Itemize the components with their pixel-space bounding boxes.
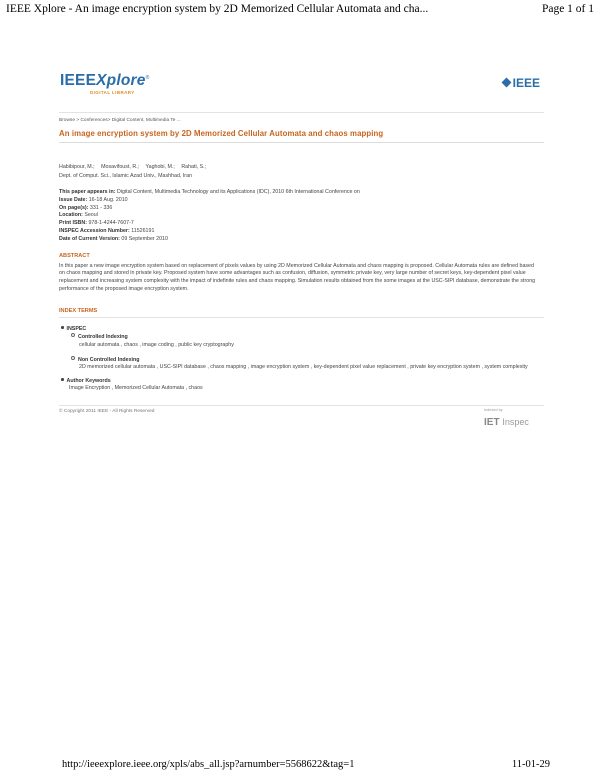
meta-current-version: Date of Current Version: 09 September 2010 — [59, 235, 168, 242]
author-link[interactable]: Rahati, S.; — [181, 164, 207, 170]
page-title: An image encryption system by 2D Memorized Cellular Automata and chaos mapping — [59, 129, 544, 143]
publication-meta — [59, 189, 544, 244]
bullet-icon — [61, 378, 64, 381]
circle-bullet-icon — [71, 356, 75, 360]
digital-library-label: DIGITAL LIBRARY — [90, 90, 135, 95]
author-list — [59, 164, 544, 170]
ieee-xplore-logo[interactable] — [60, 72, 150, 95]
meta-inspec: INSPEC Accession Number: 11526191 — [59, 227, 155, 234]
meta-issue-date: Issue Date: 16-18 Aug. 2010 — [59, 196, 128, 203]
noncontrolled-indexing-label: Non Controlled Indexing — [59, 356, 544, 365]
abstract-heading: ABSTRACT — [59, 252, 90, 259]
bullet-icon — [61, 326, 64, 329]
index-terms-heading: INDEX TERMS — [59, 308, 544, 318]
iet-inspec-logo — [484, 408, 544, 430]
meta-location: Location: Seoul — [59, 212, 98, 219]
xplore-logo-reg: ® — [145, 74, 150, 81]
meta-pages: On page(s): 331 - 336 — [59, 204, 113, 211]
controlled-indexing-label: Controlled Indexing — [59, 333, 544, 342]
ieee-logo[interactable] — [503, 76, 540, 90]
page-content — [59, 70, 544, 431]
print-footer-date: 11-01-29 — [511, 759, 550, 770]
inspec-mark: Inspec — [502, 416, 529, 427]
print-header-title: IEEE Xplore - An image encryption system by 2D Memorized Cellular Automata and cha... — [6, 3, 429, 15]
index-terms — [59, 326, 544, 393]
affiliation: Dept. of Comput. Sci., Islamic Azad Univ., Mashhad, Iran — [59, 173, 192, 179]
xplore-logo-ieee: IEEE — [60, 72, 97, 89]
print-header-page: Page 1 of 1 — [541, 3, 594, 15]
print-footer-url: http://ieeexplore.ieee.org/xpls/abs_all.jsp?arnumber=5568622&tag=1 — [62, 759, 355, 770]
author-link[interactable]: Yaghobi, M.; — [145, 164, 175, 170]
controlled-terms[interactable]: cellular automata , chaos , image coding , public key cryptography — [79, 341, 234, 348]
xplore-logo-word: Xplore — [96, 72, 146, 89]
ieee-diamond-icon — [501, 78, 511, 88]
copyright-row — [59, 405, 544, 431]
author-link[interactable]: Habibipour, M.; — [59, 164, 95, 170]
copyright-text: © Copyright 2011 IEEE - All Rights Reserved — [59, 408, 155, 414]
print-footer — [62, 759, 550, 773]
conference-link[interactable]: Digital Content, Multimedia Technology and its Applications (IDC), 2010 6th International Conference on — [115, 189, 360, 195]
logo-row — [59, 70, 544, 100]
ieee-logo-text: IEEE — [512, 76, 540, 90]
meta-isbn: Print ISBN: 978-1-4244-7607-7 — [59, 220, 134, 227]
print-header — [6, 3, 594, 19]
author-link[interactable]: Mosavifoust, R.; — [101, 164, 140, 170]
abstract-text: In this paper a new image encryption system based on replacement of pixels values by using 2D Memorized Cellular Automata and chaos mapping is proposed. Cellular Automata rules are defined based on chaos mapping and stored in private key. Proposed system have some advantages such as confusion, diffusion, symmetric private key, very large number of secret keys, key-dependent pixel value replacement and increasing system complexity with the impact of indefinite rules and chaos mapping. Simulation results obtained from the some images at the USC-SIPI database, demonstrate the strong performance of the proposed image encryption system. — [59, 262, 536, 292]
iet-mark: IET — [484, 416, 500, 428]
inspec-group: INSPEC — [59, 326, 544, 334]
meta-appears-in: This paper appears in: Digital Content, Multimedia Technology and its Applications (IDC), 2010 6th International Conference on — [59, 189, 360, 195]
author-keywords[interactable]: Image Encryption , Memorized Cellular Automata , chaos — [69, 385, 203, 392]
noncontrolled-terms[interactable]: 2D memorized cellular automata , USC-SIPI database , chaos mapping , image encryption system , key-dependent pixel value replacement , private key encryption system , system complexity — [79, 364, 528, 371]
author-keywords-label: Author Keywords — [59, 378, 544, 386]
breadcrumb[interactable]: Browse > Conferences> Digital Content, Multimedia Te ... — [59, 112, 544, 126]
circle-bullet-icon — [71, 333, 75, 337]
indexed-by-label: Indexed by — [484, 407, 503, 412]
